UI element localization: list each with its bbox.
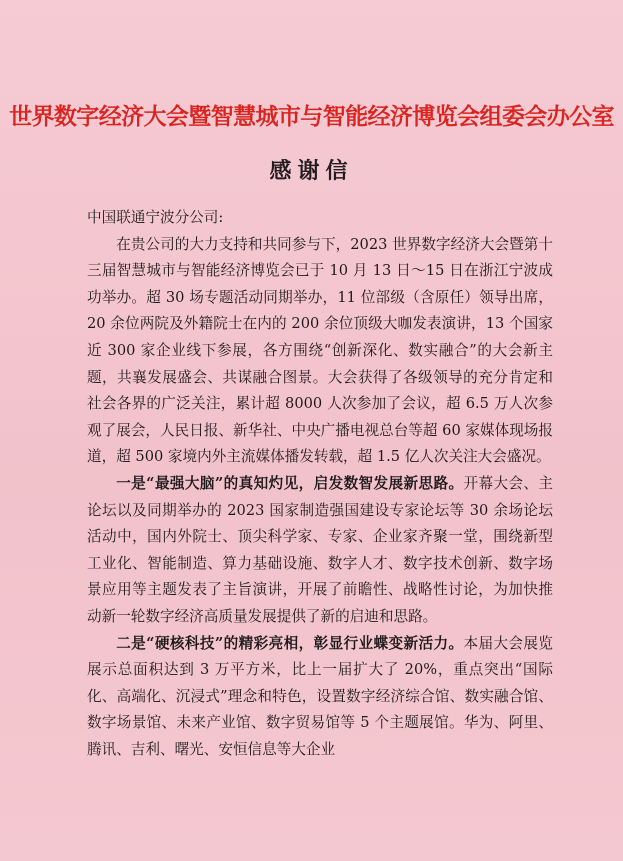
letterhead-organization: 世界数字经济大会暨智慧城市与智能经济博览会组委会办公室 [9,104,614,130]
paragraph-tech-lead: 二是“硬核科技”的精彩亮相，彰显行业蝶变新活力。 [116,634,464,652]
paragraph-brain [87,471,553,631]
paragraph-intro: 在贵公司的大力支持和共同参与下，2023 世界数字经济大会暨第十三届智慧城市与智能经济博览会已于 10 月 13 日～15 日在浙江宁波成功举办。超 30 场专题活动同期举办，11 位部级（含原任）领导出席，20 余位两院及外籍院士在内的 200 余位顶级大咖发表演讲，13 个国家近 300 家企业线下参展，各方围绕“创新深化、数实融合”的大会新主题，共襄发展盛会、共谋融合图景。大会获得了各级领导的充分肯定和社会各界的广泛关注，累计超 8000 人次参加了会议，超 6.5 万人次参观了展会，人民日报、新华社、中央广播电视总台等超 60 家媒体现场报道，超 500 家境内外主流媒体播发转载，超 1.5 亿人次关注大会盛况。 [87,235,553,466]
paragraph-brain-lead: 一是“最强大脑”的真知灼见，启发数智发展新思路。 [116,474,464,492]
paragraph-tech [87,631,553,764]
paragraph-brain-text: 开幕大会、主论坛以及同期举办的 2023 国家制造强国建设专家论坛等 30 余场论坛活动中，国内外院士、顶尖科学家、专家、企业家齐聚一堂，围绕新型工业化、智能制造、算力基础设施、数字人才、数字技术创新、数字场景应用等主题发表了主旨演讲，开展了前瞻性、战略性讨论，为加快推动新一轮数字经济高质量发展提供了新的启迪和思路。 [87,474,553,625]
letter-body [87,205,553,763]
salutation: 中国联通宁波分公司: [87,209,224,226]
paragraph-tech-text: 本届大会展览展示总面积达到 3 万平方米，比上一届扩大了 20%，重点突出“国际化、高端化、沉浸式”理念和特色，设置数字经济综合馆、数实融合馆、数字场景馆、未来产业馆、数字贸易馆等 5 个主题展馆。华为、阿里、腾讯、吉利、曙光、安恒信息等大企业 [87,634,553,758]
letter-title: 感谢信 [269,158,354,184]
